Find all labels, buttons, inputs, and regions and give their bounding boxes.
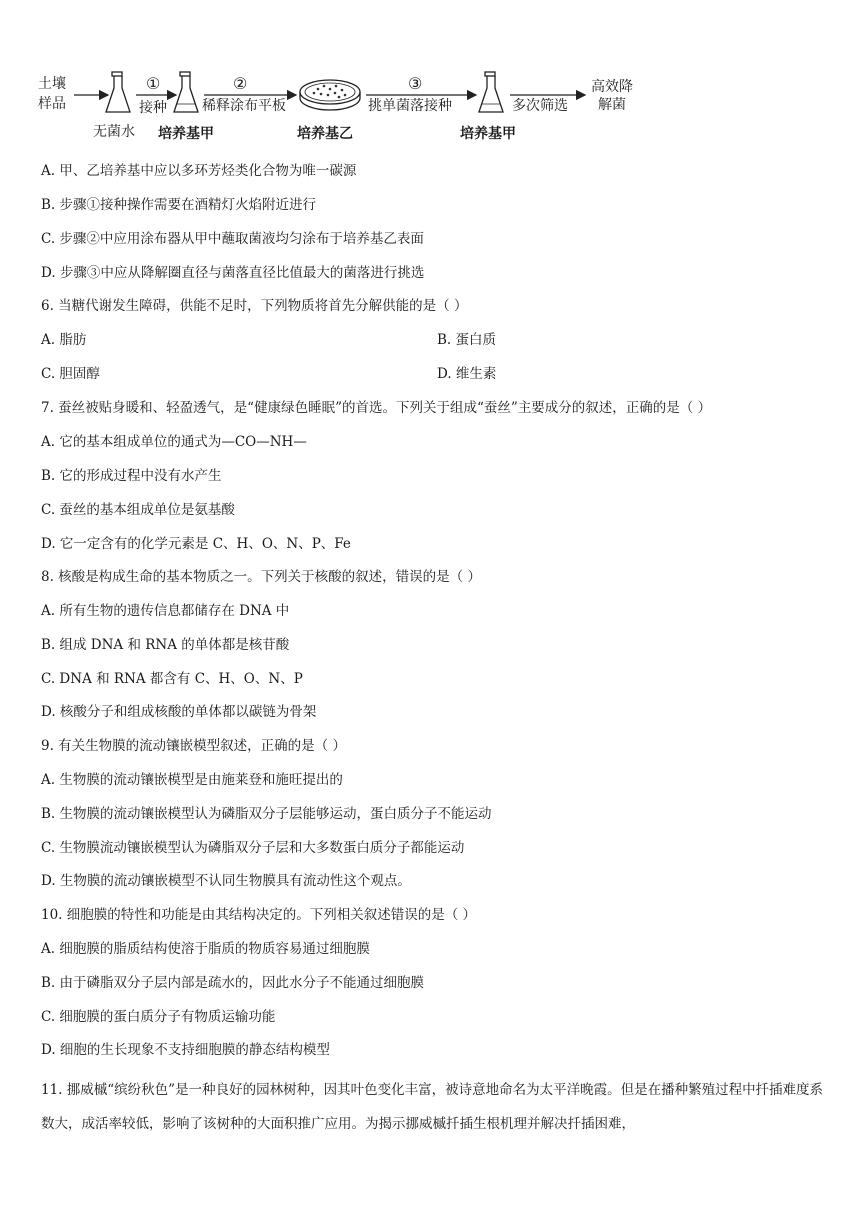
flask3-label: 培养基甲 — [460, 126, 516, 142]
question-stem: 6. 当糖代谢发生障碍，供能不足时，下列物质将首先分解供能的是（ ） — [41, 298, 468, 314]
option-line — [41, 329, 830, 351]
option-line: D. 核酸分子和组成核酸的单体都以碳链为骨架 — [41, 704, 317, 720]
option-line: A. 生物膜的流动镶嵌模型是由施莱登和施旺提出的 — [41, 772, 343, 788]
flow-diagram — [30, 62, 670, 154]
dish-label: 培养基乙 — [297, 126, 353, 142]
option-line: B. 步骤①接种操作需要在酒精灯火焰附近进行 — [41, 197, 317, 213]
question-stem: 9. 有关生物膜的流动镶嵌模型叙述，正确的是（ ） — [41, 738, 346, 754]
option-line: A. 它的基本组成单位的通式为—CO—NH— — [41, 434, 307, 450]
option-line: C. 步骤②中应用涂布器从甲中蘸取菌液均匀涂布于培养基乙表面 — [41, 231, 424, 247]
step2-marker: ② — [233, 74, 248, 93]
option-line: C. 生物膜流动镶嵌模型认为磷脂双分子层和大多数蛋白质分子都能运动 — [41, 840, 465, 856]
option-line: B. 它的形成过程中没有水产生 — [41, 468, 222, 484]
flask1-label: 无菌水 — [93, 124, 135, 140]
option-line: D. 它一定含有的化学元素是 C、H、O、N、P、Fe — [41, 536, 351, 552]
option-line — [41, 363, 830, 385]
option-line: C. DNA 和 RNA 都含有 C、H、O、N、P — [41, 671, 303, 687]
option-line: D. 细胞的生长现象不支持细胞膜的静态结构模型 — [41, 1042, 330, 1058]
petri-dish-icon — [300, 80, 360, 110]
step4-label: 多次筛选 — [512, 98, 568, 114]
flask2-label: 培养基甲 — [158, 126, 214, 142]
source-label-line1: 土壤 — [38, 76, 66, 92]
question-stem: 8. 核酸是构成生命的基本物质之一。下列关于核酸的叙述，错误的是（ ） — [41, 569, 481, 585]
option-line: B. 由于磷脂双分子层内部是疏水的，因此水分子不能通过细胞膜 — [41, 975, 425, 991]
question-stem: 11. 挪威槭“缤纷秋色”是一种良好的园林树种，因其叶色变化丰富，被诗意地命名为太平洋晚霞。但是在播种繁殖过程中扦插难度系数大，成活率较低，影响了该树种的大面积推广应用。为揭示挪威槭扦插生根机理并解决扦插困难， — [41, 1082, 824, 1132]
option-line: A. 所有生物的遗传信息都储存在 DNA 中 — [41, 603, 290, 619]
option-line: D. 生物膜的流动镶嵌模型不认同生物膜具有流动性这个观点。 — [41, 873, 411, 889]
flask-icon — [106, 72, 130, 112]
step3-marker: ③ — [408, 74, 423, 93]
option-line: A. 细胞膜的脂质结构使溶于脂质的物质容易通过细胞膜 — [41, 941, 370, 957]
step2-label: 稀释涂布平板 — [202, 98, 286, 114]
flask-icon — [479, 72, 503, 112]
option-b: B. 蛋白质 — [437, 332, 497, 348]
question-stem: 7. 蚕丝被贴身暖和、轻盈透气，是“健康绿色睡眠”的首选。下列关于组成“蚕丝”主要成分的叙述，正确的是（ ） — [41, 400, 712, 416]
flask-icon — [174, 72, 198, 112]
step3-label: 挑单菌落接种 — [368, 98, 452, 114]
option-line: B. 组成 DNA 和 RNA 的单体都是核苷酸 — [41, 637, 290, 653]
option-line: C. 细胞膜的蛋白质分子有物质运输功能 — [41, 1009, 276, 1025]
option-line: C. 蚕丝的基本组成单位是氨基酸 — [41, 502, 235, 518]
source-label-line2: 样品 — [38, 96, 66, 112]
result-label-line2: 解菌 — [598, 97, 626, 113]
option-c: C. 胆固醇 — [41, 366, 100, 382]
result-label-line1: 高效降 — [591, 79, 633, 95]
step1-label: 接种 — [139, 100, 167, 116]
option-line: D. 步骤③中应从降解圈直径与菌落直径比值最大的菌落进行挑选 — [41, 265, 425, 281]
option-d: D. 维生素 — [437, 366, 497, 382]
question-stem: 10. 细胞膜的特性和功能是由其结构决定的。下列相关叙述错误的是（ ） — [41, 907, 477, 923]
step1-marker: ① — [146, 74, 161, 93]
option-a: A. 脂肪 — [41, 332, 87, 348]
option-line: B. 生物膜的流动镶嵌模型认为磷脂双分子层能够运动，蛋白质分子不能运动 — [41, 806, 492, 822]
option-line: A. 甲、乙培养基中应以多环芳烃类化合物为唯一碳源 — [41, 163, 357, 179]
